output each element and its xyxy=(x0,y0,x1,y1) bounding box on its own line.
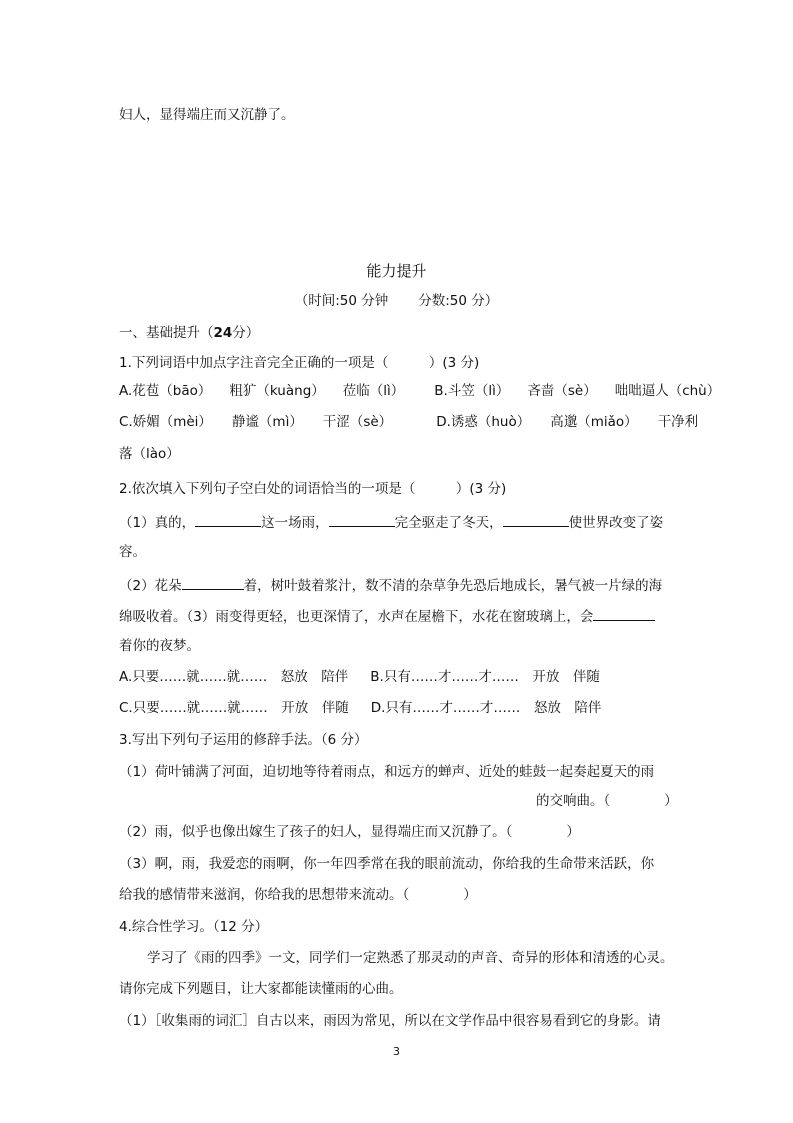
q1-a1: 花苞（bāo） xyxy=(132,383,212,399)
q2-option-c: C.只要……就……就…… 开放 伴随 xyxy=(119,700,349,716)
q2-option-b: B.只有……才……才…… 开放 伴随 xyxy=(370,669,600,685)
q2-stem: 2.依次填入下列句子空白处的词语恰当的一项是（ ）(3 分) xyxy=(119,481,507,497)
q4-stem: 4.综合性学习。（12 分） xyxy=(119,919,269,935)
q2-s1-part-d: 使世界改变了姿 xyxy=(568,515,664,531)
q1-c1: 娇媚（mèi） xyxy=(132,414,212,430)
top-fragment: 妇人，显得端庄而又沉静了。 xyxy=(119,107,295,123)
q3-sentence2: （2）雨，似乎也像出嫁生了孩子的妇人，显得端庄而又沉静了。（ ） xyxy=(119,824,580,840)
q2-s2-part-c: 绵吸收着。（3）雨变得更轻，也更深情了，水声在屋檐下，水花在窗玻璃上，会 xyxy=(119,609,594,625)
q2-s3-end: 着你的夜梦。 xyxy=(119,638,200,654)
q1-b1: 斗笠（lì） xyxy=(447,383,510,399)
score-info: 分数:50 分） xyxy=(418,293,499,309)
q2-option-d: D.只有……才……才…… 怒放 陪伴 xyxy=(370,700,602,716)
answer-blank[interactable] xyxy=(503,512,569,527)
q2-s2-part-a: （2）花朵 xyxy=(119,578,182,594)
q2-s1-part-b: 这一场雨， xyxy=(261,515,329,531)
q1-b2: 吝啬（sè） xyxy=(527,383,597,399)
q1-stem: 1.下列词语中加点字注音完全正确的一项是（ ）(3 分) xyxy=(119,355,480,371)
q2-s2-part-b: 着，树叶鼓着浆汁，数不清的杂草争先恐后地成长，暑气被一片绿的海 xyxy=(243,578,663,594)
q4-paragraph1: 学习了《雨的四季》一文，同学们一定熟悉了那灵动的声音、奇异的形体和清透的心灵。 xyxy=(147,950,674,966)
q3-sentence1-end: 的交响曲。（ ） xyxy=(536,793,678,809)
q2-sentence2 xyxy=(119,575,662,595)
q3-sentence3: （3）啊，雨，我爱恋的雨啊，你一年四季常在我的眼前流动，你给我的生命带来活跃，你 xyxy=(119,856,655,872)
q1-d2: 高邈（miǎo） xyxy=(550,414,638,430)
q1-a2: 粗犷（kuàng） xyxy=(229,383,325,399)
q1-b-label: B. xyxy=(434,383,448,399)
q2-s1-part-a: （1）真的， xyxy=(119,515,196,531)
q1-a3: 莅临（lì） xyxy=(342,383,405,399)
q1-d-label: D. xyxy=(436,414,451,430)
q2-sentence1 xyxy=(119,512,663,532)
q1-d3-continued: 落（lào） xyxy=(119,446,180,462)
q1-d3: 干净利 xyxy=(657,414,699,430)
answer-blank[interactable] xyxy=(329,512,395,527)
section-title: 能力提升 xyxy=(366,262,427,280)
q2-s1-end: 容。 xyxy=(119,544,146,560)
q1-b3: 咄咄逼人（chù） xyxy=(614,383,721,399)
q1-d1: 诱惑（huò） xyxy=(450,414,531,430)
part1-heading-end: 分） xyxy=(232,325,260,341)
q2-options-ab xyxy=(119,668,600,686)
q1-options-cd xyxy=(119,413,698,431)
q2-option-a: A.只要……就……就…… 怒放 陪伴 xyxy=(119,669,349,685)
q2-sentence3 xyxy=(119,606,655,626)
q4-paragraph1-end: 请你完成下列题目，让大家都能读懂雨的心曲。 xyxy=(119,981,403,997)
part1-heading xyxy=(119,324,259,342)
q1-c2: 静谧（mì） xyxy=(231,414,303,430)
answer-blank[interactable] xyxy=(593,606,655,621)
q1-a-label: A. xyxy=(119,383,133,399)
q2-options-cd xyxy=(119,699,601,717)
part1-points: 24 xyxy=(213,325,233,341)
q1-c3: 干涩（sè） xyxy=(322,414,393,430)
time-score-info xyxy=(0,292,793,310)
page-number: 3 xyxy=(393,1045,400,1058)
answer-blank[interactable] xyxy=(195,512,261,527)
q3-sentence1: （1）荷叶铺满了河面，迫切地等待着雨点，和远方的蝉声、近处的蛙鼓一起奏起夏天的雨 xyxy=(119,764,655,780)
q3-stem: 3.写出下列句子运用的修辞手法。（6 分） xyxy=(119,732,368,748)
part1-heading-text: 一、基础提升（ xyxy=(119,325,214,341)
answer-blank[interactable] xyxy=(182,575,244,590)
q3-sentence3-end: 给我的感情带来滋润，你给我的思想带来流动。（ ） xyxy=(119,887,477,903)
q1-options-ab xyxy=(119,382,720,400)
q2-s1-part-c: 完全驱走了冬天， xyxy=(394,515,503,531)
q1-c-label: C. xyxy=(119,414,133,430)
time-info: （时间:50 分钟 xyxy=(294,293,389,309)
q4-paragraph2: （1）［收集雨的词汇］自古以来，雨因为常见，所以在文学作品中很容易看到它的身影。请 xyxy=(119,1013,661,1029)
